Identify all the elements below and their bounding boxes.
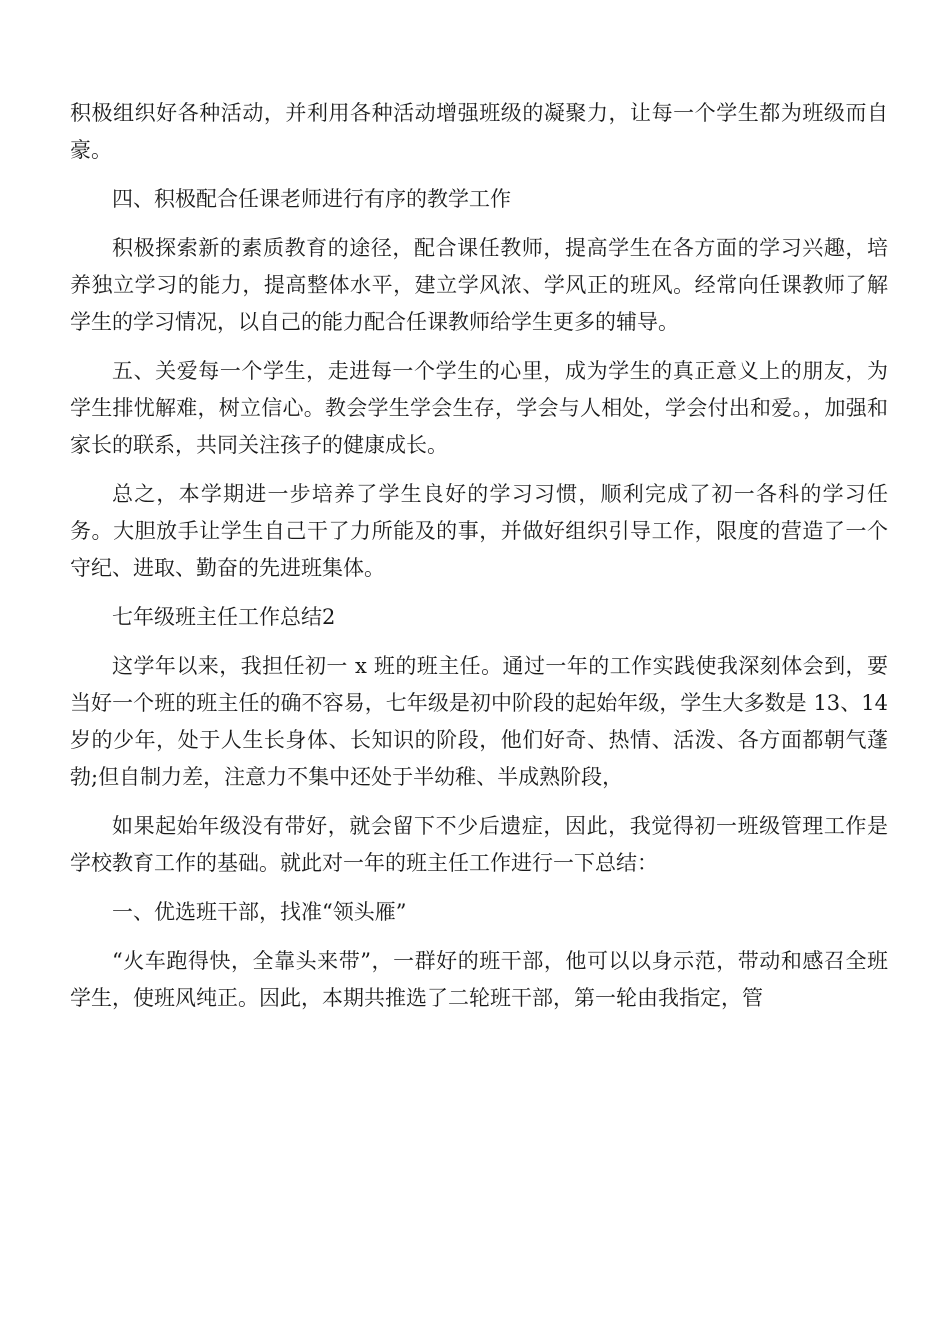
- paragraph-2: 积极探索新的素质教育的途径，配合课任教师，提高学生在各方面的学习兴趣，培养独立学习的能力，提高整体水平，建立学风浓、学风正的班风。经常向任课教师了解学生的学习情况，以自己的能力配合任课教师给学生更多的辅导。: [70, 236, 888, 334]
- paragraph-1: 积极组织好各种活动，并利用各种活动增强班级的凝聚力，让每一个学生都为班级而自豪。: [70, 101, 888, 162]
- document-page: [70, 95, 888, 1029]
- paragraph-4: 总之，本学期进一步培养了学生良好的学习习惯，顺利完成了初一各科的学习任务。大胆放手让学生自己干了力所能及的事，并做好组织引导工作，限度的营造了一个守纪、进取、勤奋的先进班集体。: [70, 482, 888, 580]
- document-title-2: 七年级班主任工作总结2: [112, 605, 336, 629]
- paragraph-5: 这学年以来，我担任初一 x 班的班主任。通过一年的工作实践使我深刻体会到，要当好一个班的班主任的确不容易，七年级是初中阶段的起始年级，学生大多数是 13、14 岁的少年，处于人生长身体、长知识的阶段，他们好奇、热情、活泼、各方面都朝气蓬勃;但自制力差，注意力不集中还处于半幼稚、半成熟阶段，: [70, 654, 888, 789]
- section-heading-1: 一、优选班干部，找准“领头雁”: [112, 900, 407, 924]
- paragraph-3: 五、关爱每一个学生，走进每一个学生的心里，成为学生的真正意义上的朋友，为学生排忧解难，树立信心。教会学生学会生存，学会与人相处，学会付出和爱。，加强和家长的联系，共同关注孩子的健康成长。: [70, 359, 888, 457]
- paragraph-7: “火车跑得快，全靠头来带”，一群好的班干部，他可以以身示范，带动和感召全班学生，使班风纯正。因此，本期共推选了二轮班干部，第一轮由我指定，管: [70, 949, 888, 1010]
- section-heading-4: 四、积极配合任课老师进行有序的教学工作: [112, 187, 511, 211]
- paragraph-6: 如果起始年级没有带好，就会留下不少后遗症，因此，我觉得初一班级管理工作是学校教育工作的基础。就此对一年的班主任工作进行一下总结：: [70, 814, 888, 875]
